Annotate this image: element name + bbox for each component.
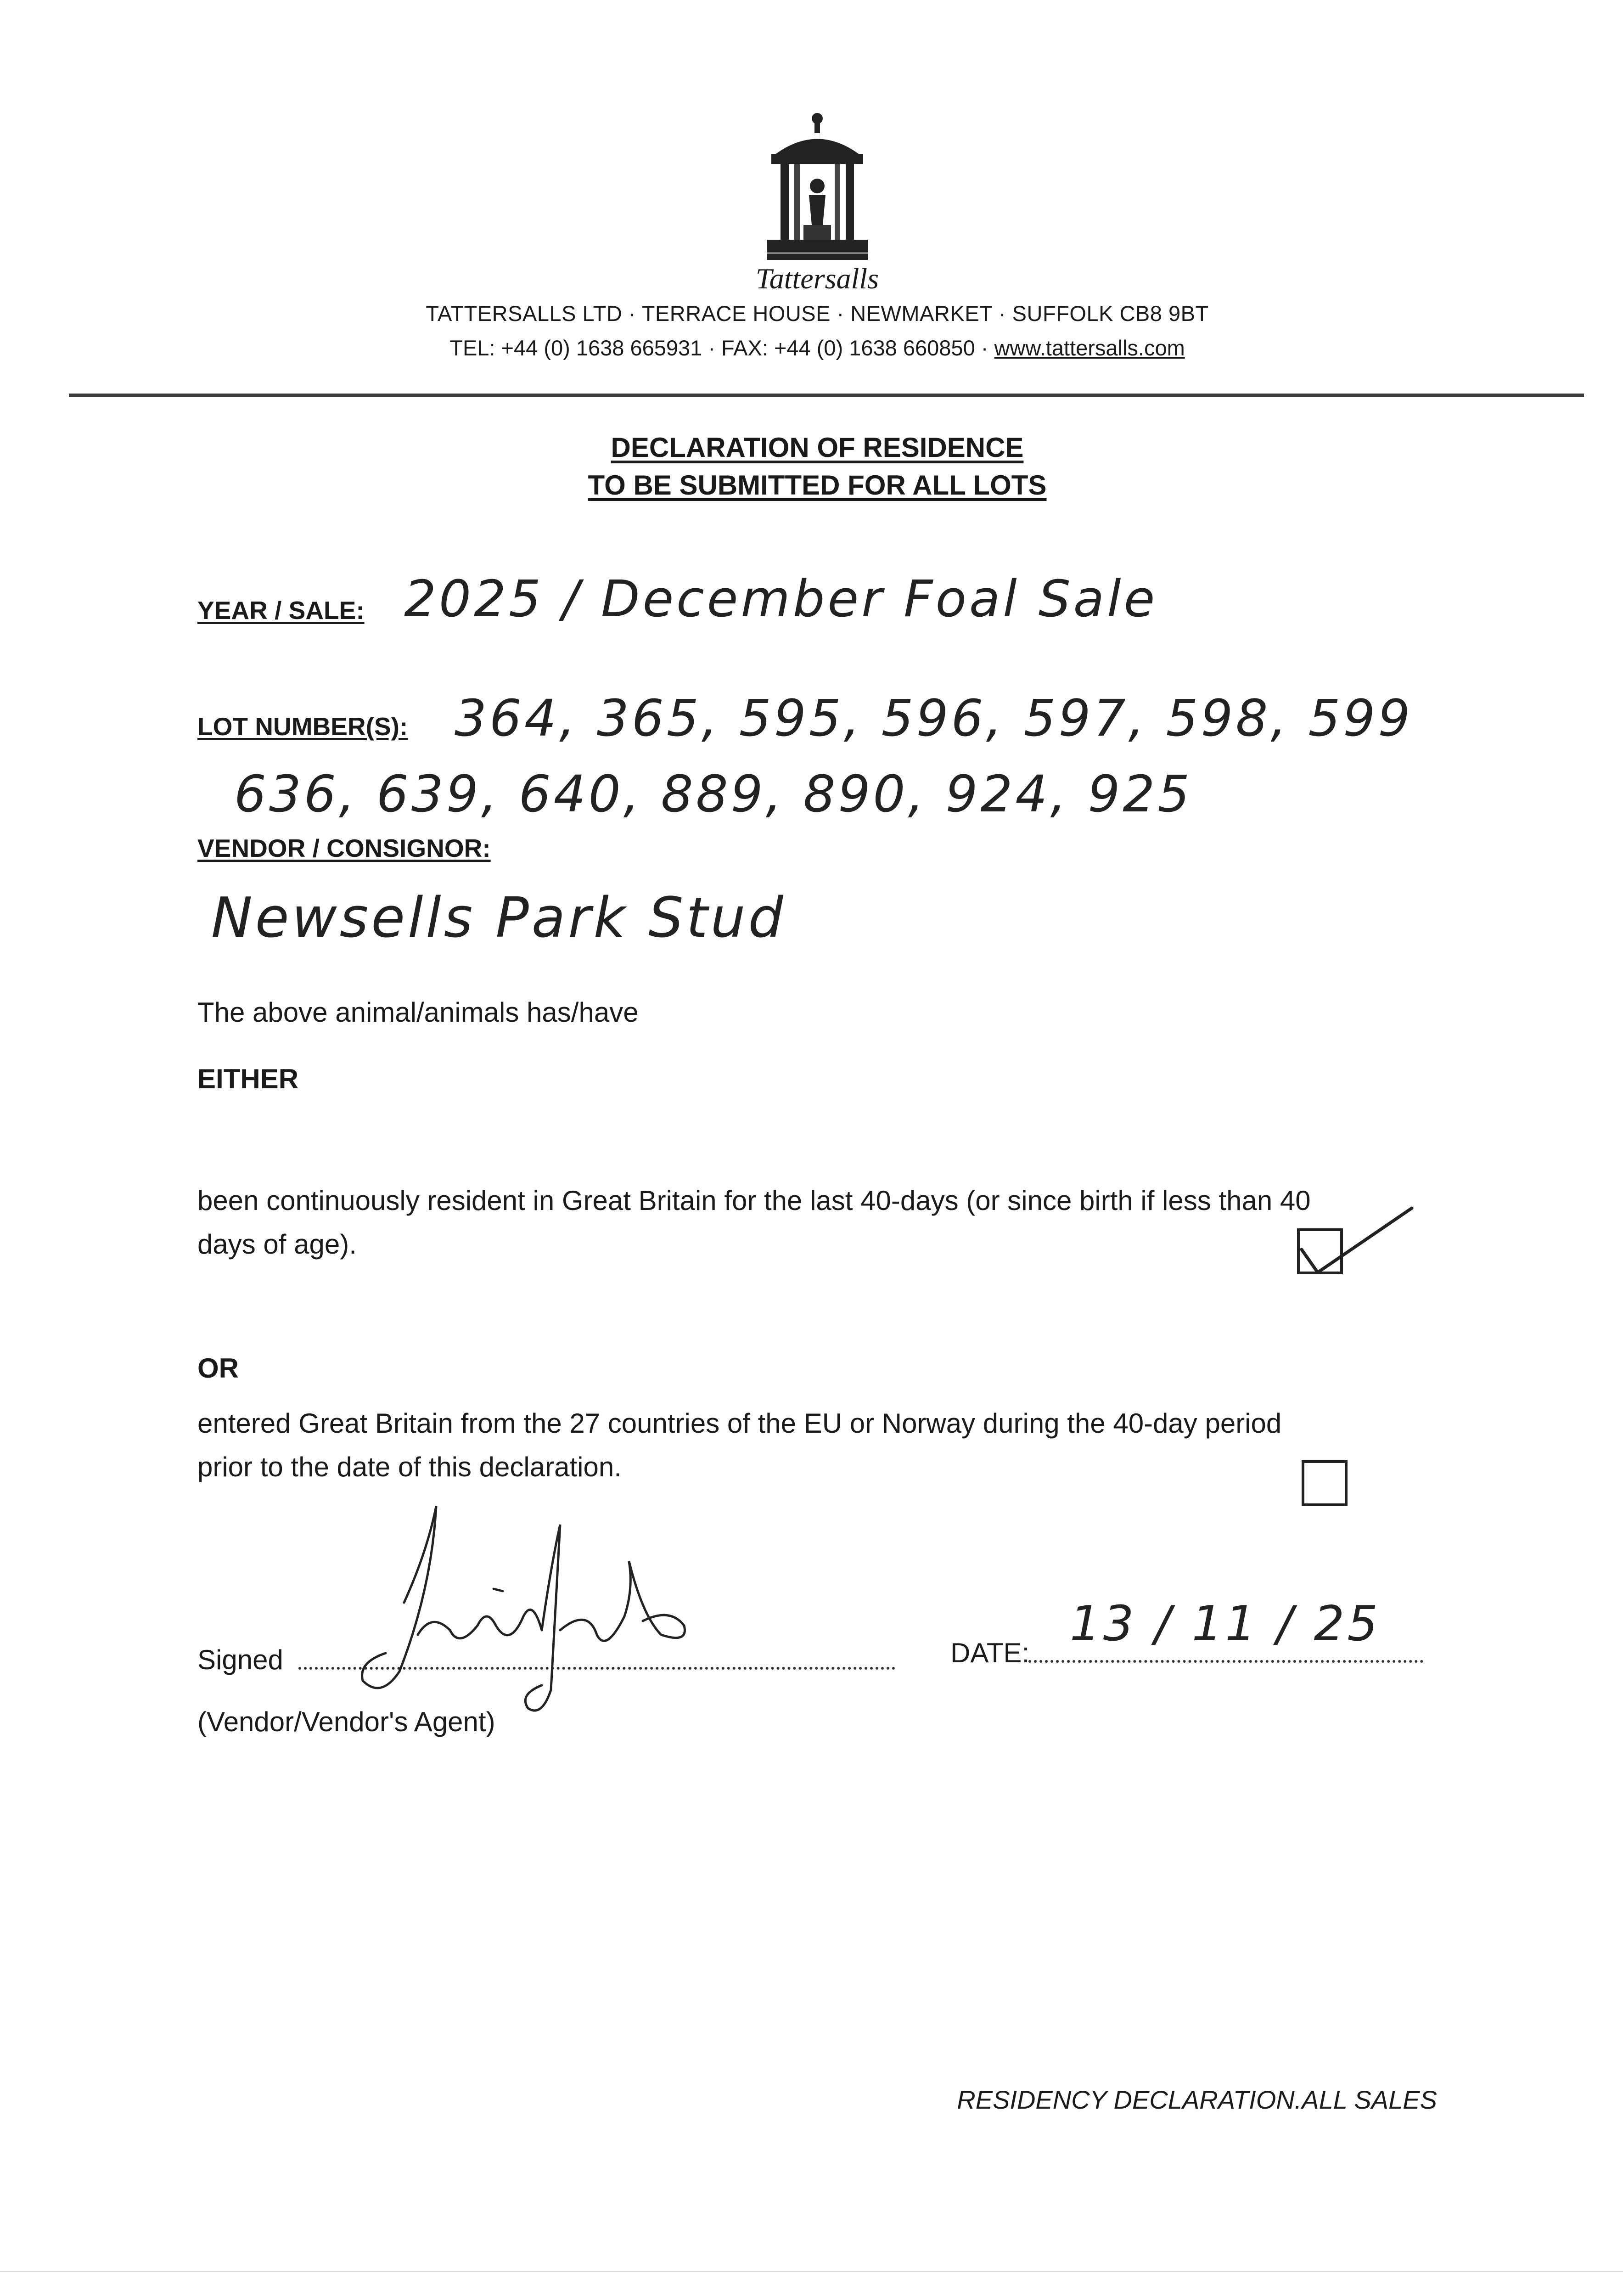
vendor-value[interactable]: Newsells Park Stud bbox=[211, 886, 786, 950]
option2-text-line2: prior to the date of this declaration. bbox=[197, 1452, 622, 1482]
brand-name: Tattersalls bbox=[756, 262, 879, 295]
date-label: DATE: bbox=[950, 1638, 1030, 1668]
contact-numbers: TEL: +44 (0) 1638 665931 · FAX: +44 (0) 1638 660850 · bbox=[449, 336, 994, 360]
form-subtitle: TO BE SUBMITTED FOR ALL LOTS bbox=[588, 470, 1047, 501]
year-sale-label: YEAR / SALE: bbox=[197, 596, 365, 625]
tattersalls-logo bbox=[767, 110, 868, 262]
company-address: TATTERSALLS LTD · TERRACE HOUSE · NEWMARKET · SUFFOLK CB8 9BT bbox=[426, 301, 1209, 326]
date-line bbox=[1028, 1660, 1423, 1663]
option1-text-line2: days of age). bbox=[197, 1229, 357, 1260]
website-link[interactable]: www.tattersalls.com bbox=[994, 336, 1185, 360]
header-rule bbox=[69, 394, 1584, 397]
signer-role: (Vendor/Vendor's Agent) bbox=[197, 1706, 495, 1737]
option2-checkbox[interactable] bbox=[1302, 1460, 1348, 1506]
form-title: DECLARATION OF RESIDENCE bbox=[611, 432, 1024, 463]
year-sale-value[interactable]: 2025 / December Foal Sale bbox=[404, 569, 1158, 628]
option1-checkbox[interactable] bbox=[1297, 1228, 1343, 1274]
option1-text-line1: been continuously resident in Great Britain for the last 40-days (or since birth if less than 40 bbox=[197, 1185, 1311, 1216]
or-heading: OR bbox=[197, 1353, 239, 1384]
lot-numbers-label: LOT NUMBER(S): bbox=[197, 712, 408, 741]
lot-numbers-line1[interactable]: 364, 365, 595, 596, 597, 598, 599 bbox=[455, 689, 1413, 748]
either-heading: EITHER bbox=[197, 1064, 299, 1094]
contact-line bbox=[321, 335, 1313, 360]
signature-image[interactable] bbox=[312, 1497, 716, 1727]
option2-text-line1: entered Great Britain from the 27 countries of the EU or Norway during the 40-day period bbox=[197, 1408, 1282, 1439]
vendor-label: VENDOR / CONSIGNOR: bbox=[197, 834, 491, 862]
date-value[interactable]: 13 / 11 / 25 bbox=[1070, 1596, 1381, 1652]
lot-numbers-line2[interactable]: 636, 639, 640, 889, 890, 924, 925 bbox=[234, 765, 1193, 823]
document-footer: RESIDENCY DECLARATION.ALL SALES bbox=[957, 2085, 1437, 2114]
declaration-intro: The above animal/animals has/have bbox=[197, 997, 639, 1028]
scan-edge bbox=[0, 2271, 1623, 2272]
checkmark-icon bbox=[1297, 1181, 1416, 1272]
signed-label: Signed bbox=[197, 1644, 283, 1675]
